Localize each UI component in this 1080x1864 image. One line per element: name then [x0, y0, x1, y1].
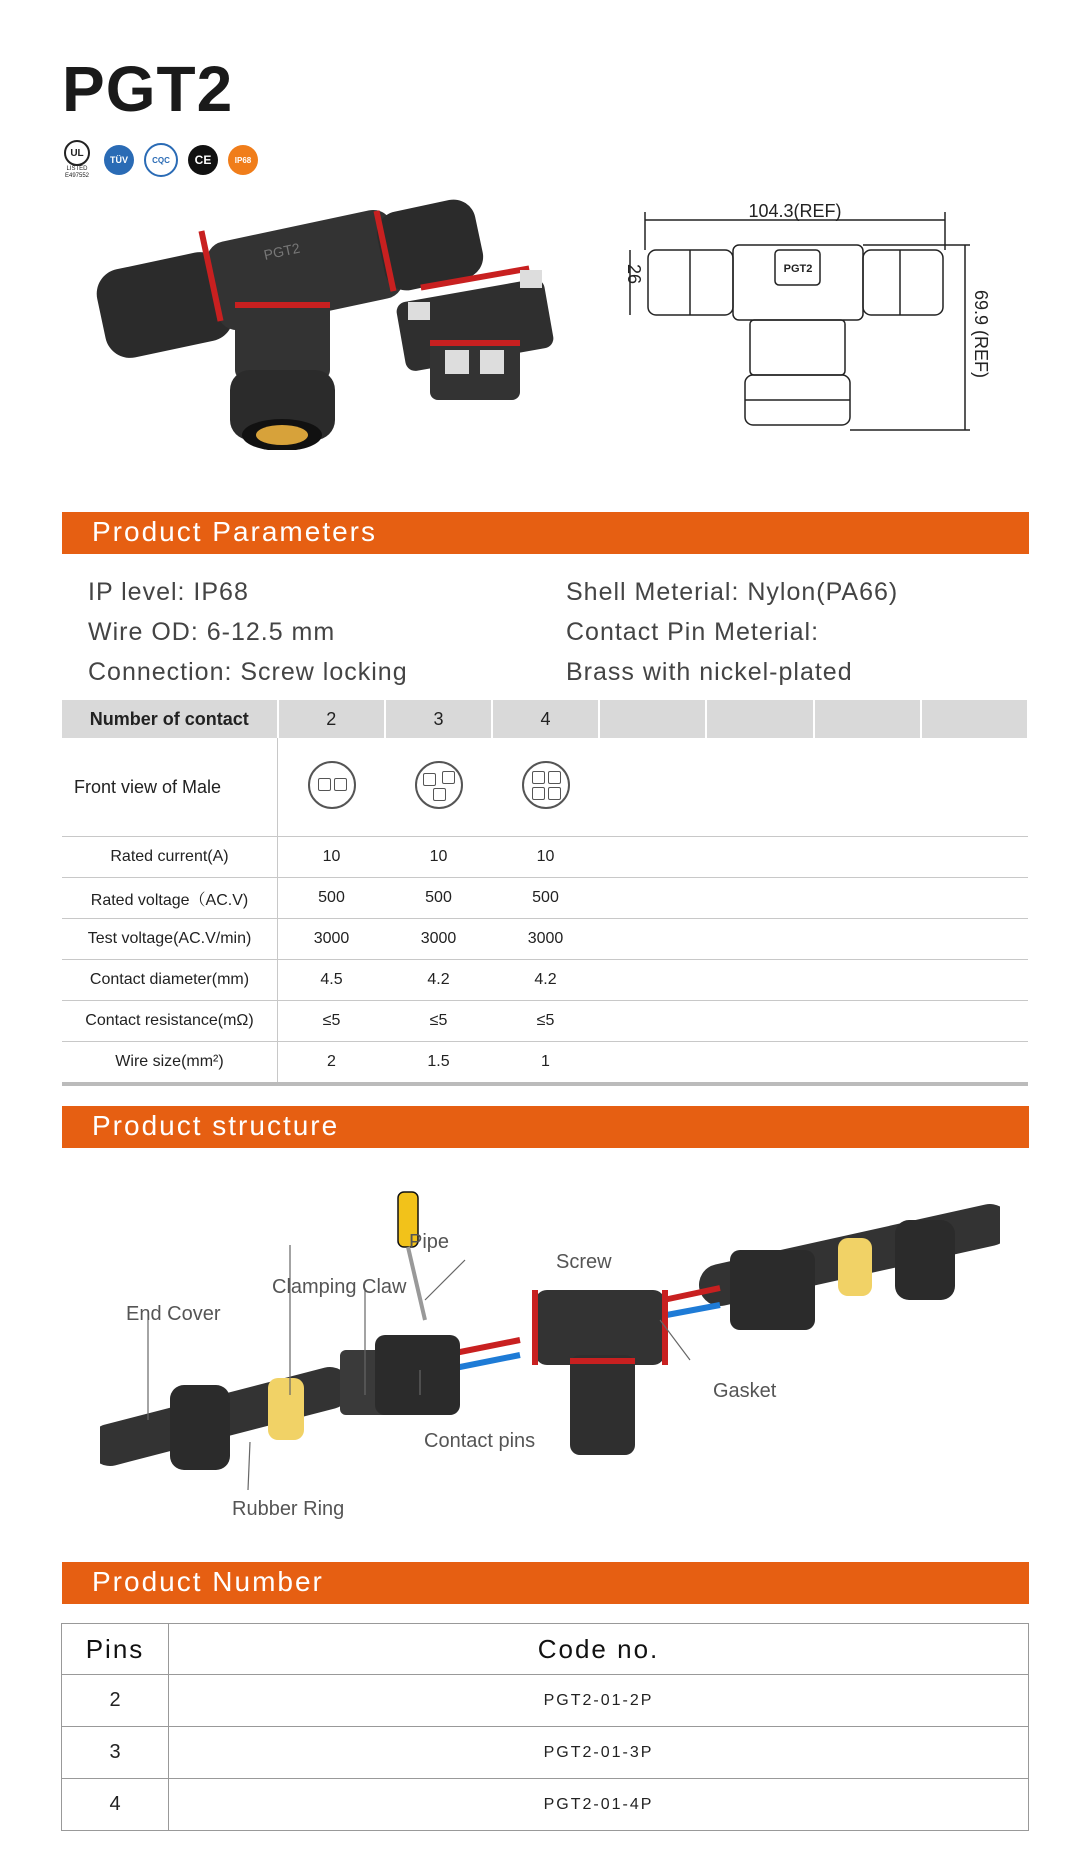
param-pin-material: Contact Pin Meterial:	[566, 618, 820, 646]
svg-text:PGT2: PGT2	[262, 239, 302, 263]
callout-end-cover: End Cover	[126, 1303, 221, 1325]
screwdriver-icon	[398, 1192, 425, 1320]
ul-listed-icon: UL LISTED E497552	[60, 140, 94, 180]
spec-row-front-view: Front view of Male	[62, 738, 1028, 837]
height-small-label: 26	[624, 264, 644, 285]
height-total-label: 69.9 (REF)	[971, 290, 991, 379]
spec-row: Wire size(mm²) 2 1.5 1	[62, 1042, 1028, 1085]
pin-2-front-icon	[308, 761, 356, 809]
product-photo	[90, 190, 580, 450]
spec-row: Rated current(A) 10 10 10	[62, 837, 1028, 878]
spec-row: Contact diameter(mm) 4.5 4.2 4.2	[62, 960, 1028, 1001]
svg-text:PGT2: PGT2	[783, 263, 813, 275]
spec-row: Test voltage(AC.V/min) 3000 3000 3000	[62, 919, 1028, 960]
section-header-number: Product Number	[62, 1562, 1029, 1604]
pin-4-front-icon	[522, 761, 570, 809]
width-label: 104.3(REF)	[748, 201, 842, 221]
spec-header-row: Number of contact 2 3 4	[62, 700, 1028, 738]
callout-screw: Screw	[556, 1251, 612, 1273]
section-header-parameters: Product Parameters	[62, 512, 1029, 554]
pn-header-row: Pins Code no.	[62, 1624, 1029, 1675]
param-ip: IP level: IP68	[88, 578, 249, 606]
end-cover-shape	[170, 1385, 230, 1470]
section-header-structure: Product structure	[62, 1106, 1029, 1148]
dimension-drawing	[600, 190, 1000, 450]
callout-clamping-claw: Clamping Claw	[272, 1276, 407, 1298]
product-title: PGT2	[62, 53, 234, 125]
rubber-ring-shape	[268, 1378, 304, 1440]
param-connection: Connection: Screw locking	[88, 658, 408, 686]
spec-row: Rated voltage（AC.V) 500 500 500	[62, 878, 1028, 919]
ip68-icon: IP68	[228, 145, 258, 175]
structure-diagram	[100, 1170, 1000, 1530]
cert-logos	[60, 140, 258, 180]
param-pin-material-detail: Brass with nickel-plated	[566, 658, 853, 686]
table-row: 2 PGT2-01-2P	[62, 1675, 1029, 1727]
product-number-table	[61, 1623, 1029, 1831]
ce-icon: CE	[188, 145, 218, 175]
tuv-icon: TÜV	[104, 145, 134, 175]
callout-pipe: Pipe	[409, 1231, 450, 1253]
callout-contact-pins: Contact pins	[424, 1430, 536, 1452]
callout-gasket: Gasket	[713, 1380, 777, 1402]
spec-table	[62, 700, 1029, 1086]
param-shell-material: Shell Meterial: Nylon(PA66)	[566, 578, 899, 606]
table-row: 4 PGT2-01-4P	[62, 1779, 1029, 1831]
table-row: 3 PGT2-01-3P	[62, 1727, 1029, 1779]
cqc-icon: CQC	[144, 143, 178, 177]
spec-row: Contact resistance(mΩ) ≤5 ≤5 ≤5	[62, 1001, 1028, 1042]
param-wire-od: Wire OD: 6-12.5 mm	[88, 618, 336, 646]
pin-3-front-icon	[415, 761, 463, 809]
callout-rubber-ring: Rubber Ring	[232, 1498, 345, 1520]
